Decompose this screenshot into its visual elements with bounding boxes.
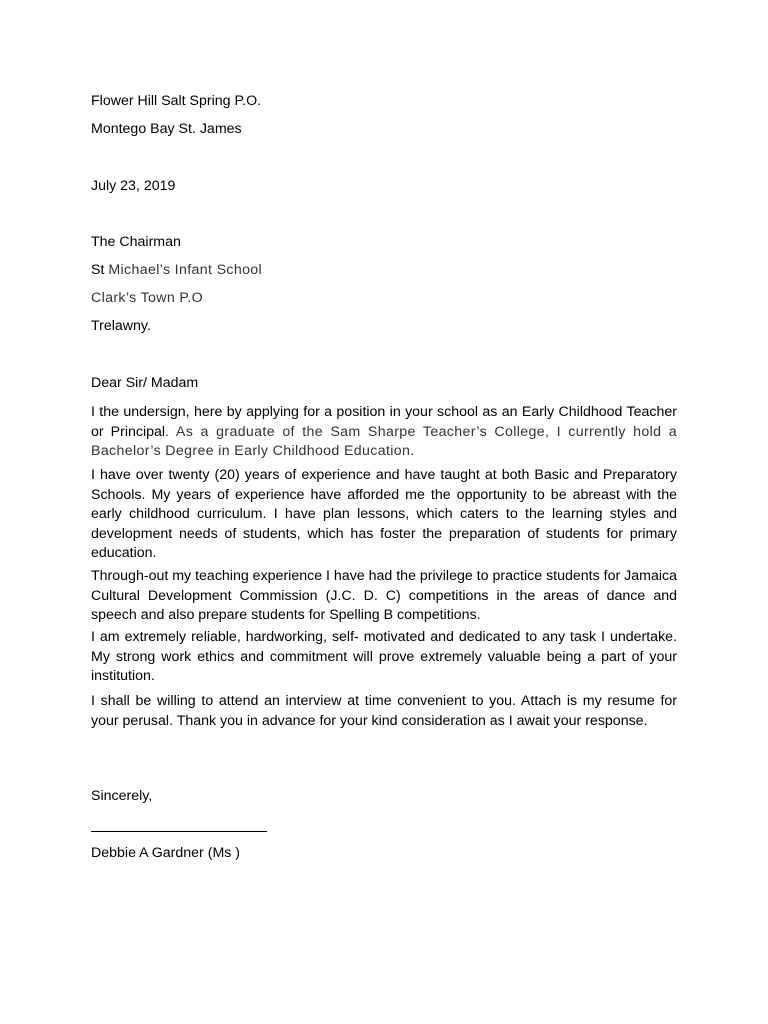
recipient-school-prefix: St [91,262,109,278]
paragraph-1-main: I the undersign, here by applying for a position in your school as an Early Childhood Teacher or Principal [91,404,677,440]
signature-line [91,821,267,832]
recipient-parish: Trelawny. [91,318,151,334]
paragraph-1 [91,403,677,462]
paragraph-5: I shall be willing to attend an interview at time convenient to you. Attach is my resume for your perusal. Thank you in advance for your kind consideration as I await your response. [91,693,677,729]
recipient-town: Clark’s Town P.O [91,290,204,306]
paragraph-2: I have over twenty (20) years of experience and have taught at both Basic and Preparatory Schools. My years of experience have afforded me the opportunity to be abreast with the early childhood curriculum. I have plan lessons, which caters to the learning styles and development needs of students, which has foster the preparation of students for primary education. [91,467,677,562]
recipient-school [91,261,262,280]
closing: Sincerely, [91,788,153,804]
recipient-title: The Chairman [91,234,181,250]
recipient-school-name: Michael’s Infant School [108,262,263,278]
sender-address-line2: Montego Bay St. James [91,121,242,137]
paragraph-4: I am extremely reliable, hardworking, self- motivated and dedicated to any task I undertake. My strong work ethics and commitment will prove extremely valuable being a part of your institution. [91,629,677,685]
paragraph-1-rest: . As a graduate of the Sam Sharpe Teacher’s College, I currently hold a Bachelor’s Degree in Early Childhood Education. [91,423,677,460]
letter-date: July 23, 2019 [91,178,176,194]
paragraph-3: Through-out my teaching experience I have had the privilege to practice students for Jamaica Cultural Development Commission (J.C. D. C) competitions in the areas of dance and speech and also prepare students for Spelling B competitions. [91,568,677,624]
signature-name: Debbie A Gardner (Ms ) [91,845,241,861]
sender-address-line1: Flower Hill Salt Spring P.O. [91,93,262,109]
salutation: Dear Sir/ Madam [91,375,199,391]
